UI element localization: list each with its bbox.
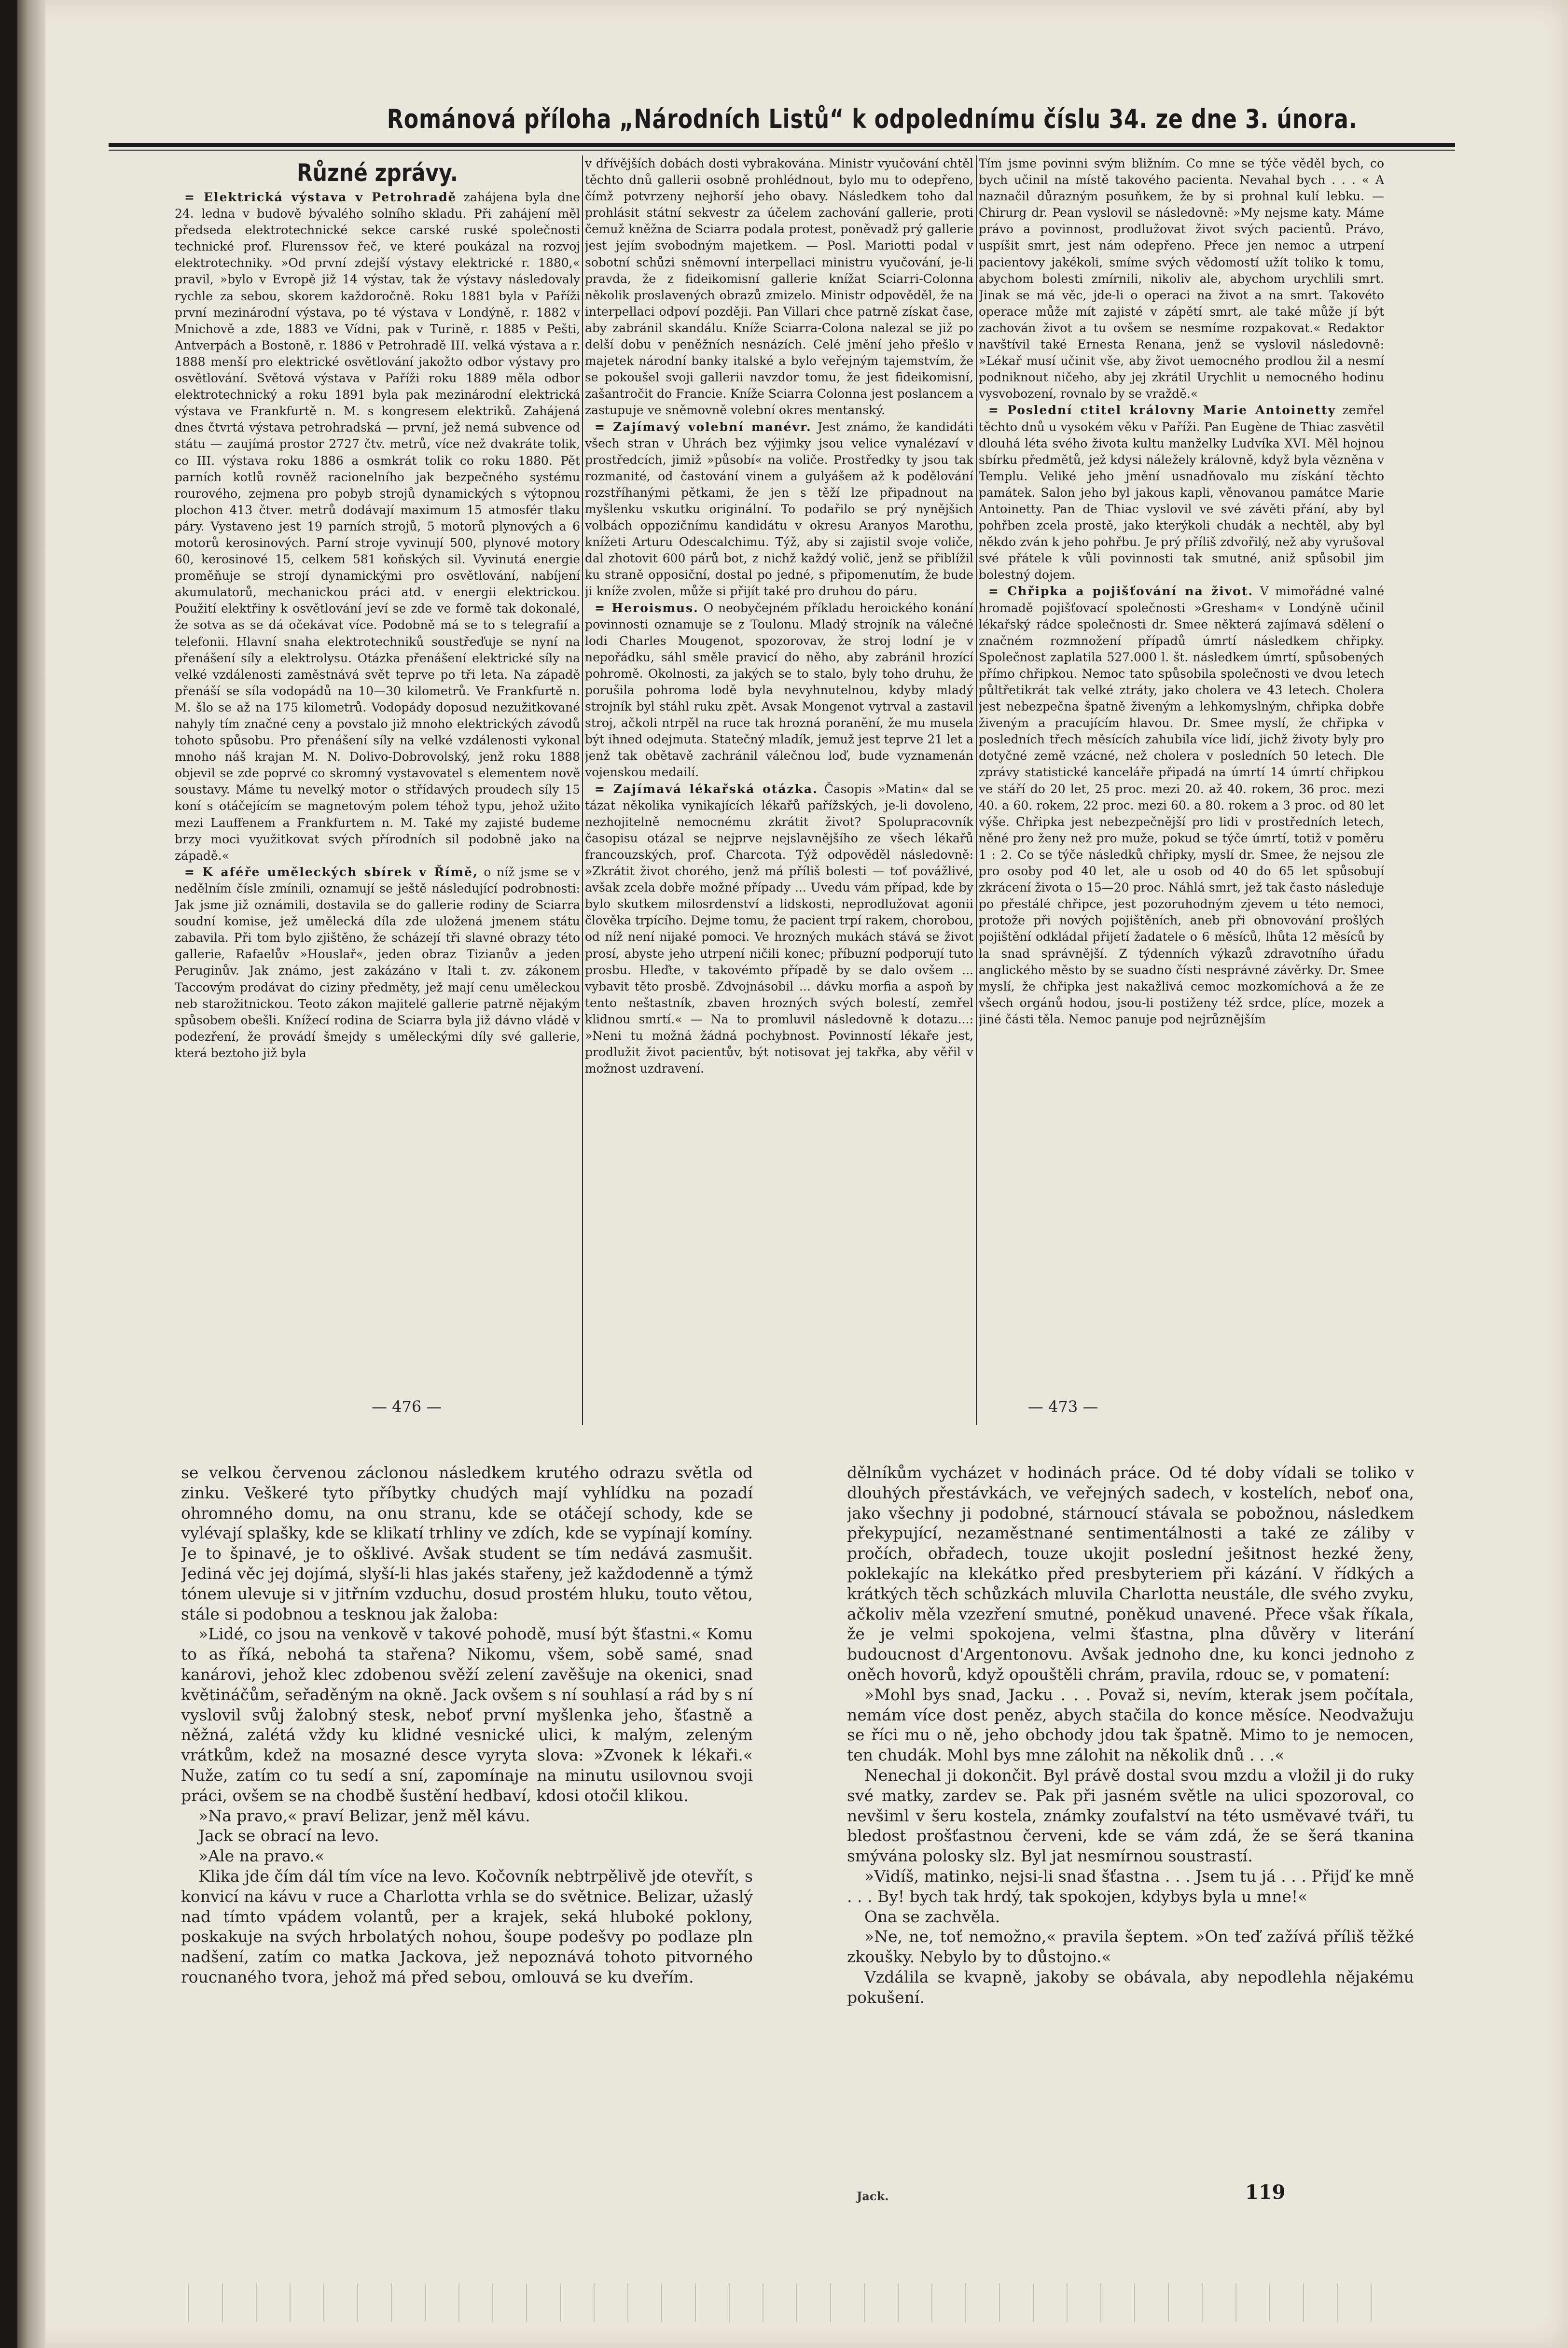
- news-column-1: [175, 155, 580, 1430]
- news-item: [585, 155, 973, 419]
- news-item-heading: = K aféře uměleckých sbírek v Římě,: [184, 865, 478, 879]
- news-column-body: [979, 155, 1384, 1028]
- news-item-heading: = Elektrická výstava v Petrohradě: [184, 190, 457, 204]
- news-item-heading: = Zajímavá lékařská otázka.: [595, 782, 818, 796]
- header-rule: [109, 143, 1455, 147]
- signature: Jack.: [857, 2189, 889, 2203]
- news-item-text: o níž jsme se v nedělním čísle zmínili, oznamují se ještě následující podrobnosti: Jak jsme již oznámili, dostavila se do gallerie rodiny de Sciarra soudní komise, jež umělecká díla zde uložená jmenem státu zabavila. Při tom bylo zjištěno, že scházejí tři slavné obrazy této gallerie, Rafaelův »Houslař«, jeden obraz Tizianův a jeden Peruginův. Jak známo, jest zakázáno v Itali t. zv. zákonem Taccovým prodávat do ciziny předměty, jež mají cenu uměleckou neb starožitnickou. Teoto zákon majitelé gallerie patrně nějakým spůsobem obešli. Knížecí rodina de Sciarra byla již dávno vládě v podezření, že provádí šmejdy s uměleckými díly své gallerie, která beztoho již byla: [175, 865, 580, 1060]
- page-number-right: — 473 —: [1028, 1398, 1098, 1416]
- news-item-text: Časopis »Matin« dal se tázat několika vynikajících lékařů pařížských, je-li dovoleno, nezhojitelně nemocnému zkrátit život? Spolupracovník časopisu otázal se nejprve nejslavnějšího ze všech lékařů francouzských, prof. Charcota. Týž odpověděl následovně: »Zkrátit život chorého, jenž má příliš bolesti — toť povážlivé, avšak zcela dobře možné případy ... Uvedu vám případ, kde by bylo skutkem milosrdenství a lidskosti, neprodlužovat agonii člověka trpícího. Dejme tomu, že pacient trpí rakem, chorobou, od níž není nijaké pomoci. Ve hrozných mukách stává se život prosí, abyste jeho utrpení ničili konec; příbuzní podporují tuto prosbu. Hleďte, v takovémto případě by se dalo ovšem ... vybavit těto prosbě. Zdvojnásobil ... dávku morfia a aspoň by tento neštastník, zbaven hrozných svých bolestí, zemřel klidnou smrtí.« — Na to promluvil následovně k dotazu...: »Neni tu možná žádná pochybnost. Povinností lékaře jest, prodlužit život pacientův, být notisovat jej takřka, aby věřil v možnost uzdravení.: [585, 782, 973, 1076]
- story-paragraph: »Lidé, co jsou na venkově v takové pohodě, musí být šťastni.« Komu to as říká, nebohá ta stařena? Nikomu, všem, sobě samé, snad kanárovi, jehož klec zdobenou svěží zelení zavěšuje na okenici, snad květináčům, seřaděným na okně. Jack ovšem s ní souhlasí a rád by s ní vyslovil svůj žalobný stesk, neboť první myšlenka jeho, šťastně a něžná, zalétá vždy ku klidné vesnické ulici, k malým, zeleným vrátkům, kdež na mosazné desce vyryta slova: »Zvonek k lékaři.« Nuže, zatím co tu sedí a sní, zapomínaje na minutu usilovnou svoji práci, ovšem se na chodbě šustění hedbaví, kdosi otočil klikou.: [181, 1624, 753, 1805]
- news-item-heading: = Heroismus.: [595, 601, 699, 615]
- news-item-heading: = Poslední ctitel královny Marie Antoinetty: [988, 403, 1336, 418]
- story-paragraph: »Mohl bys snad, Jacku . . . Považ si, nevím, kterak jsem počítala, nemám více dost peněz, abych stačila do konce měsíce. Neodvažuju se říci mu o ně, jeho obchody jdou tak špatně. Mimo to je nemocen, ten chudák. Mohl bys mne zálohit na několik dnů . . .«: [847, 1685, 1414, 1765]
- news-item: [585, 419, 973, 600]
- news-item: [175, 864, 580, 1062]
- column-divider: [582, 155, 583, 1425]
- header-rule-thin: [109, 150, 1455, 151]
- news-item: [979, 402, 1384, 583]
- news-item-text: Tím jsme povinni svým bližním. Co mne se týče věděl bych, co bych učinil na místě takového pacienta. Nevahal bych . . . « A naznačil důrazným posuňkem, že by si prohnal kulí lebku. — Chirurg dr. Pean vyslovil se následovně: »My nejsme katy. Máme právo a povinnost, prodlužovat život svých pacientů. Právo, uspíšit smrt, jest nám odepřeno. Přece jen nemoc a utrpení pacientovy jakékoli, smíme svých vědomostí užít tolikо k tomu, abychom bolesti zmírnili, nikoliv ale, abychom urychlili smrt. Jinak se má věc, jde-li o operaci na život a na smrt. Takovéto operace může mít zajisté v zápětí smrt, ale také může jí být zachován život a tu ovšem se nesmíme rozpakovat.« Redaktor navštívil také Ernesta Renana, jenž se vyslovil následovně: »Lékař musí učinit vše, aby život uemocného prodlou žil a nesmí podniknout ničeho, aby jej zkrátil Urychlit u nemocného hodinu vysvobození, rovnalo by se vraždě.«: [979, 156, 1384, 401]
- news-item-text: zahájena byla dne 24. ledna v budově bývalého solního skladu. Při zahájení měl předseda elektrotechnické sekce carské ruské společnosti technické prof. Flurenssov řeč, ve které poukázal na rozvoj elektrotechniky. »Od první zdejší výstavy elektrické r. 1880,« pravil, »bylo v Evropě již 14 výstav, tak že výstavy následovaly rychle za sebou, skorem každoročně. Roku 1881 byla v Paříži první mezinárodní výstava, po té výstava v Londýně, r. 1882 v Mnichově a zde, 1883 ve Vídni, pak v Turině, r. 1885 v Pešti, Antverpách a Bostoně, r. 1886 v Petrohradě III. velká výstava a r. 1888 menší pro elektrické osvětlování jakožto odbor výstavy pro osvětlování. Světová výstava v Paříži roku 1889 měla odbor elektrotechnický a roku 1891 byla pak mezinárodní elektrická výstava ve Frankfurtě n. M. s kongresem elektriků. Zahájená dnes čtvrtá výstava petrohradská — první, jež nemá subvence od státu — zaujímá prostor 2727 čtv. metrů, více než dvakráte tolik, co III. výstava roku 1886 a osmkrát tolik co roku 1880. Pět parních kotlů rovněž racionelního jak bezpečného systému rourového, zejmena pro pobyb strojů dynamických s výtopnou plochon 413 čtver. metrů dodávají maximum 15 atmosfér tlaku páry. Vystaveno jest 19 parních strojů, 5 motorů plynových a 6 motorů kerosinových. Parní stroje vyvinují 500, plynové motory 60, kerosinové 15, celkem 581 koňských sil. Vyvinutá energie proměňuje se strojí dynamickými pro osvětlování, nabíjení akumulatorů, mechanickou práci atd. v energii elektrickou. Použití elektřiny k osvětlování jeví se zde ve formě tak dokonalé, že sotva as se dá očekávat více. Podobně má se to s telegrafií a telefonii. Hlavní snaha elektrotechniků soustřeďuje se nyní na přenášení síly a elektrolysu. Otázka přenášení elektrické síly na velké vzdálenosti zaměstnává svět teprve po tři leta. Na západě přenáší se síla vodopádů na 10—30 kilometrů. Ve Frankfurtě n. M. šlo se až na 175 kilometrů. Vodopády doposud nezužitkované nahyly tím značné ceny a povstalo již mnoho elektrických závodů tohoto spůsobu. Pro přenášení síly na velké vzdálenosti vykonal mnoho náš krajan M. N. Dolivo-Dobrovolský, jenž roku 1888 objevil se zde poprvé co skromný vystavovatel s elementem nově soustavy. Máme tu nevelký motor o střídavých proudech síly 15 koní s otáčejícím se magnetovým polem téhož typu, jehož užito mezi Lauffenem a Frankfurtem n. M. Také my zajisté budeme brzy moci využitkovat svých přírodních sil podobně jako na západě.«: [175, 190, 580, 863]
- news-column-body: [175, 189, 580, 1062]
- news-item-text: Jest známo, že kandidáti všech stran v Uhrách bez výjimky jsou velice vynalézaví v prostředcích, jimiž »působí« na voliče. Prostředky ty jsou tak rozmanité, od častování vinem a gulyášem až k podělování rozstříhanými pětkami, že jen s těží lze připadnout na myšlenku vskutku originální. To podařilo se prý nynějšich volbách oppozičnímu kandidátu v okresu Aranyos Marothu, knížeti Arturu Odescalchimu. Týž, aby si zajistil svoje voliče, dal zhotovit 600 párů bot, z nichž každý volič, jenž se přiblížil ku straně opposiční, dostal po jedné, s připomenutím, že bude ji kníže zvolen, může si přijít také pro druhou do páru.: [585, 419, 973, 599]
- news-item: [979, 583, 1384, 1028]
- column-divider: [976, 155, 977, 1425]
- story-paragraph: »Ne, ne, toť nemožno,« pravila šeptem. »On teď zažívá příliš těžké zkoušky. Nebylo by to důstojno.«: [847, 1927, 1414, 1967]
- story-paragraph: Nenechal ji dokončit. Byl právě dostal svou mzdu a vložil ji do ruky své matky, zardev se. Pak při jasném světle na ulici spozoroval, co nevšiml v šeru kostela, známky zoufalství na této usměvavé tváři, tu bledost prošťastnou červeni, kde se vám zdá, že se šerá tkanina smývána polosky slz. Byl jat nesmírnou soustrastí.: [847, 1765, 1414, 1866]
- news-item: [979, 155, 1384, 402]
- story-paragraph: Vzdálila se kvapně, jakoby se obávala, aby nepodlehla nějakému pokušení.: [847, 1967, 1414, 2007]
- news-item: [175, 189, 580, 864]
- news-item-text: zemřel těchto dnů u vysokém věku v Paříži. Pan Eugène de Thiac zasvětil dlouhá léta svého života kultu manželky Ludvíka XVI. Měl hojnou sbírku předmětů, jež kdysi náležely královně, když byla vězněna v Templu. Veliké jeho jmění usnadňovalo mu získání těchto památek. Salon jeho byl jakous kapli, věnovanou památce Marie Antoinetty. Pan de Thiac vyslovil ve své závěti přání, aby byl pohřben zcela prostě, jako kterýkoli chudák a nechtěl, aby byl někdo zván k jeho pohřbu. Je prý příliš zdvořilý, než aby vyrušoval své přátele k vůli povinnosti tak smutné, aniž spůsobil jim bolestný dojem.: [979, 403, 1384, 582]
- binding-spine: [17, 0, 45, 2348]
- news-item-heading: = Chřipka a pojišťování na život.: [988, 584, 1254, 599]
- news-item: [585, 600, 973, 781]
- page-header-title: Románová příloha „Národních Listů“ k odpolednímu číslu 34. ze dne 3. února.: [387, 104, 1358, 134]
- story-paragraph: »Na pravo,« praví Belizar, jenž měl kávu.: [198, 1806, 530, 1825]
- story-column-right: [847, 1463, 1414, 2254]
- bottom-bleed-through: [174, 2283, 1380, 2322]
- story-column-left: [181, 1463, 753, 2254]
- story-paragraph: dělníkům vycházet v hodinách práce. Od té doby vídali se toliko v dlouhých přestávkách, ve veřejných sadech, v kostelích, neboť ona, jako všechny ji podobné, stárnoucí stávala se pobožnou, následkem překypující, nezaměstnané sentimentálnosti a také ze záliby v pročích, obřadech, touze ukojit poslední ješitnost hezké ženy, poklekajíc na klekátko před presbyteriem při kázání. V řídkých a krátkých těch schůzkách mluvila Charlotta neustále, dle svého zvyku, ačkoliv měla vzezření smutné, poněkud unavené. Přece však říkala, že je velmi spokojena, velmi šťastna, plna důvěry v literání budoucnost d'Argentonovu. Avšak jednoho dne, ku konci jednoho z oněch hovorů, když opouštěli chrám, pravila, rdouc se, v pomatení:: [847, 1463, 1414, 1684]
- story-paragraph: »Ale na pravo.«: [198, 1846, 325, 1866]
- section-title: Různé zprávy.: [296, 159, 458, 187]
- story-paragraph: Jack se obrací na levo.: [198, 1826, 379, 1845]
- story-paragraph: se velkou červenou záclonou následkem krutého odrazu světla od zinku. Veškeré tyto příbytky chudých mají vyhlídku na pozadí ohromného domu, na onu stranu, kde se otáčejí schody, kde se vylévají splašky, kde se klikatí trhliny ve zdích, kde se vypínají komíny. Je to špinavé, je to ošklivé. Avšak student se tím nedává zasmušit. Jediná věc jej dojímá, slyší-li hlas jakés stařeny, jež každodenně a týmž tónem ulevuje si v jitřním vzduchu, dosud prostém hluku, touto větou, stále si podobnou a tesknou jak žaloba:: [181, 1463, 753, 1623]
- folio-number: 119: [1245, 2181, 1286, 2204]
- news-column-2: [585, 155, 973, 1430]
- story-paragraph: Ona se zachvěla.: [864, 1907, 1000, 1926]
- story-paragraph: »Vidíš, matinko, nejsi-li snad šťastna . . . Jsem tu já . . . Přijď ke mně . . . By! bych tak hrdý, tak spokojen, kdybys byla u mne!«: [847, 1866, 1414, 1906]
- news-column-body: [585, 155, 973, 1077]
- news-item-heading: = Zajímavý volební manévr.: [595, 419, 812, 434]
- news-item-text: O neobyčejném příkladu heroického konání povinnosti oznamuje se z Toulonu. Mladý strojník na válečné lodi Charles Mougenot, spozorovav, že stroj lodní je v nepořádku, sáhl směle pravicí do něho, aby zabránil hrozící pohromě. Okolnosti, za jakých se to stalo, byly toho druhu, že porušila pohroma lodě byla nevyhnutelnou, kdyby mladý strojník byl stáhl ruku zpět. Avsak Mongenot vytrval a zastavil stroj, ačkoli ntrpěl na ruce tak hrozná poranění, že mu musela být ihned odejmuta. Statečný mladík, jemuž jest teprve 21 let a jenž tak obětavě zachránil válečnou loď, bude vyznamenán vojenskou medailí.: [585, 601, 973, 780]
- page-number-left: — 476 —: [372, 1398, 442, 1416]
- news-item-text: V mimořádné valné hromadě pojišťovací společnosti »Gresham« v Londýně učinil lékařský rádce společnosti dr. Smee některá zajímavá sdělení o značném rozmnožení případů úmrtí následkem chřipky. Společnost zaplatila 527.000 l. št. následkem úmrtí, spůsobených přímo chřipkou. Nemoc tato spůsobila společnosti ve dvou letech půltřetikrát tak velké ztráty, jako cholera ve 43 letech. Cholera jest nebezpečna špatně živeným a lehkomyslným, chřipka dobře živeným a pracujícím hlavou. Dr. Smee myslí, že chřipka v posledních třech měsících zahubila více lidí, jichž životy byly pro dotyčné země vzácné, než cholera v posledních 50 letech. Dle zprávy statistické kanceláře připadá na úmrtí 14 úmrtí chřipkou ve stáří do 20 let, 25 proc. mezi 20. až 40. rokem, 36 proc. mezi 40. a 60. rokem, 22 proc. mezi 60. a 80. rokem a 3 proc. od 80 let výše. Chřipka jest nebezpečnější pro lidi v prostředních letech, něné pro ženy než pro muže, pokud se týče úmrtí, totiž v poměru 1 : 2. Co se týče následků chřipky, myslí dr. Smee, že nejsou zle pro osoby pod 40 let, ale u osob od 40 do 65 let spůsobují zkrácení života o 15—20 proc. Náhlá smrt, jež tak často následuje po přestálé chřipce, jest pozoruhodným zjevem u této nemoci, protože při nových pojištěních, aneb při obnovování prošlých pojištění odkládal přijetí žadatele o 6 měsíců, lhůta 12 měsíců by la snad správnější. Z týdenních výkazů zdravotního úřadu anglického město by se suadno čísti nesprávné závěrky. Dr. Smee myslí, že chřipka jest nakažlivá cemoc mozkomíchová a že ze všech orgánů hodou, jsou-li postiženy též srdce, plíce, mozek a jiné části těla. Nemoc panuje pod nejrůznějším: [979, 584, 1384, 1026]
- news-item: [585, 781, 973, 1077]
- story-paragraph: Klika jde čím dál tím více na levo. Kočovník nebtrpělivě jde otevřít, s konvicí na kávu v ruce a Charlotta vrhla se do světnice. Belizar, užaslý nad tímto vpádem volantů, per a krajek, seká hluboké poklony, poskakuje na svých hrbolatých nohou, šoupe podešvy po podlaze pln nadšení, zatím co matka Jackova, jež nepoznává tohoto pitvorného roucnaného tvora, jehož má před sebou, omlouvá se ku dveřím.: [181, 1866, 753, 1986]
- news-item-text: v dřívějších dobách dosti vybrakována. Ministr vyučování chtěl těchto dnů gallerii osobně prohlédnout, bylo mu to odepřeno, čímž potvrzeny nejhorší jeho obavy. Následkem toho dal prohlásit státní sekvestr za účelem zachování gallerie, proti čemuž kněžna de Sciarra podala protest, poněvadž prý gallerie jest jejím svobodným majetkem. — Posl. Mariotti podal v sobotní schůzi sněmovní interpellaci ministru vyučování, je-li pravda, že z fideikomisní gallerie knížat Sciarri-Colonna několik proslavených obrazů zmizelo. Ministr odpověděl, že na interpellaci odpoví později. Pan Villari chce patrně získat čase, aby zabránil skandálu. Kníže Sciarra-Colona nalezal se již po delší dobu v peněžních nesnázích. Celé jmění jeho přešlo v majetek národní banky italské a bylo veřejným tajemstvím, že se pokoušel svoji gallerii navzdor tomu, že jest fideikomisní, zašantročit do Francie. Kníže Sciarra Colonna jest poslancem a zastupuje ve sněmovně volební okres mentanský.: [585, 156, 973, 418]
- news-column-3: [979, 155, 1384, 1430]
